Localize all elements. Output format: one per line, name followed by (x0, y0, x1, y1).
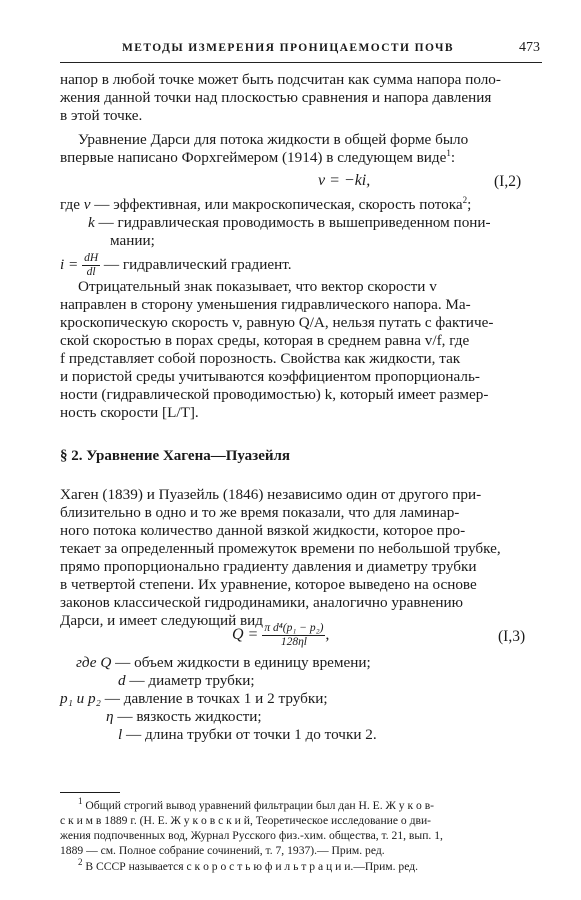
text-line: Хаген (1839) и Пуазейль (1846) независимо один от другого при- (60, 486, 482, 503)
symbol-k: k (88, 214, 95, 231)
text-line: прямо пропорционально градиенту давления и диаметру трубки (60, 558, 477, 575)
punct: ; (467, 196, 472, 213)
text-line: ного потока количество данной вязкой жидкости, которое про- (60, 522, 466, 539)
text-line: напор в любой точке может быть подсчитан как сумма напора поло- (60, 71, 501, 88)
def-text: — эффективная, или макроскопическая, скорость потока (94, 196, 463, 213)
fraction-poiseuille: $\frac{\text{π d⁴(p₁ − p₂)}}{128\eta l}$ (264, 622, 324, 648)
def-text: — диаметр трубки; (129, 672, 255, 689)
text-line: f представляет собой порозность. Свойства как жидкости, так (60, 350, 461, 367)
equation-poiseuille (232, 622, 329, 649)
def-symbol: η (106, 708, 114, 725)
text-line: Отрицательный знак показывает, что вектор скорости v (78, 278, 437, 295)
text-line: ность скорости [L/T]. (60, 404, 199, 421)
def-symbol: d (118, 672, 126, 689)
def-prefix: где (60, 196, 80, 213)
footnote-text: Общий строгий вывод уравнений фильтрации был дан Н. Е. Ж у к о в- (85, 799, 435, 812)
definition-v (60, 196, 471, 214)
section-heading: § 2. Уравнение Хагена—Пуазейля (60, 448, 291, 464)
text-line: текает за определенный промежуток времени по небольшой трубке, (60, 540, 501, 557)
text-line: Уравнение Дарси для потока жидкости в общей форме было (78, 131, 469, 148)
footnote-2 (78, 857, 419, 874)
text-line: Дарси, и имеет следующий вид (60, 612, 264, 629)
running-header (60, 38, 542, 63)
text-line: направлен в сторону уменьшения гидравлического напора. Ма- (60, 296, 471, 313)
def-text: — объем жидкости в единицу времени; (115, 654, 371, 671)
equation-number: (I,3) (498, 628, 526, 645)
footnote-1 (78, 796, 435, 813)
def-text: — гидравлический градиент. (103, 255, 292, 273)
footnote-line: жения подпочвенных вод, Журнал Русского физ.-хим. общества, т. 21, вып. 1, (60, 829, 443, 842)
text-line: кроскопическую скорость v, равную Q/A, нельзя путать с фактиче- (60, 314, 494, 331)
def-symbol: l (118, 726, 123, 743)
footnote-line: с к и м в 1889 г. (Н. Е. Ж у к о в с к и й, Теоретическое исследование о дви- (60, 814, 432, 827)
symbol-v: v (83, 196, 91, 213)
page-number: 473 (519, 40, 540, 55)
eq-lhs: Q = (232, 626, 259, 644)
text-line (60, 149, 455, 167)
punct: : (450, 149, 456, 166)
text-line: жения данной точки над плоскостью сравнения и напора давления (60, 89, 492, 106)
running-title: МЕТОДЫ ИЗМЕРЕНИЯ ПРОНИЦАЕМОСТИ ПОЧВ (122, 42, 454, 54)
footnote-line: 1889 — см. Полное собрание сочинений, т. 7, 1937).— Прим. ред. (60, 844, 385, 857)
text-line: ской скоростью в порах среды, которая в среднем равна v/f, где (60, 332, 470, 349)
punct: , (325, 626, 330, 644)
definition-p (60, 690, 328, 708)
def-symbol: где Q (76, 654, 112, 671)
definition-eta (106, 708, 262, 726)
footnote-mark: 1 (78, 796, 83, 807)
text-line: ности (гидравлической проводимостью) k, который имеет размер- (60, 386, 489, 403)
definition-Q (76, 654, 371, 672)
footnote-mark: 1 (446, 147, 451, 158)
definition-d (118, 672, 255, 690)
definition-i (60, 252, 292, 279)
equation-darcy: v = −ki, (318, 172, 371, 189)
text-line-body: впервые написано Форхгеймером (1914) в следующем виде (60, 149, 447, 166)
symbol-i: i = (60, 255, 79, 273)
fraction-dH-dl: $\frac{dH}{dl}$ (84, 252, 99, 278)
def-symbol: p₁ и p₂ (60, 690, 101, 707)
def-text: — гидравлическая проводимость в вышеприведенном пони- (98, 214, 491, 231)
definition-k (88, 214, 491, 232)
text-line: близительно в одно и то же время показали, что для ламинар- (60, 504, 460, 521)
text-line: в этой точке. (60, 107, 143, 124)
footnote-mark: 2 (78, 857, 83, 868)
footnote-text: В СССР называется с к о р о с т ь ю ф и л ь т р а ц и и.—Прим. ред. (85, 860, 419, 873)
definition-k-cont: мании; (110, 232, 155, 249)
text-line: законов классической гидродинамики, аналогично уравнению (60, 594, 463, 611)
definition-l (118, 726, 377, 744)
def-text: — длина трубки от точки 1 до точки 2. (126, 726, 377, 743)
def-text: — давление в точках 1 и 2 трубки; (104, 690, 328, 707)
def-text: — вязкость жидкости; (117, 708, 262, 725)
equation-number: (I,2) (494, 173, 522, 190)
text-line: в четвертой степени. Их уравнение, которое выведено на основе (60, 576, 477, 593)
footnote-mark: 2 (462, 194, 468, 205)
footnote-rule (60, 792, 120, 793)
text-line: и пористой среды учитываются коэффициентом пропорциональ- (60, 368, 480, 385)
